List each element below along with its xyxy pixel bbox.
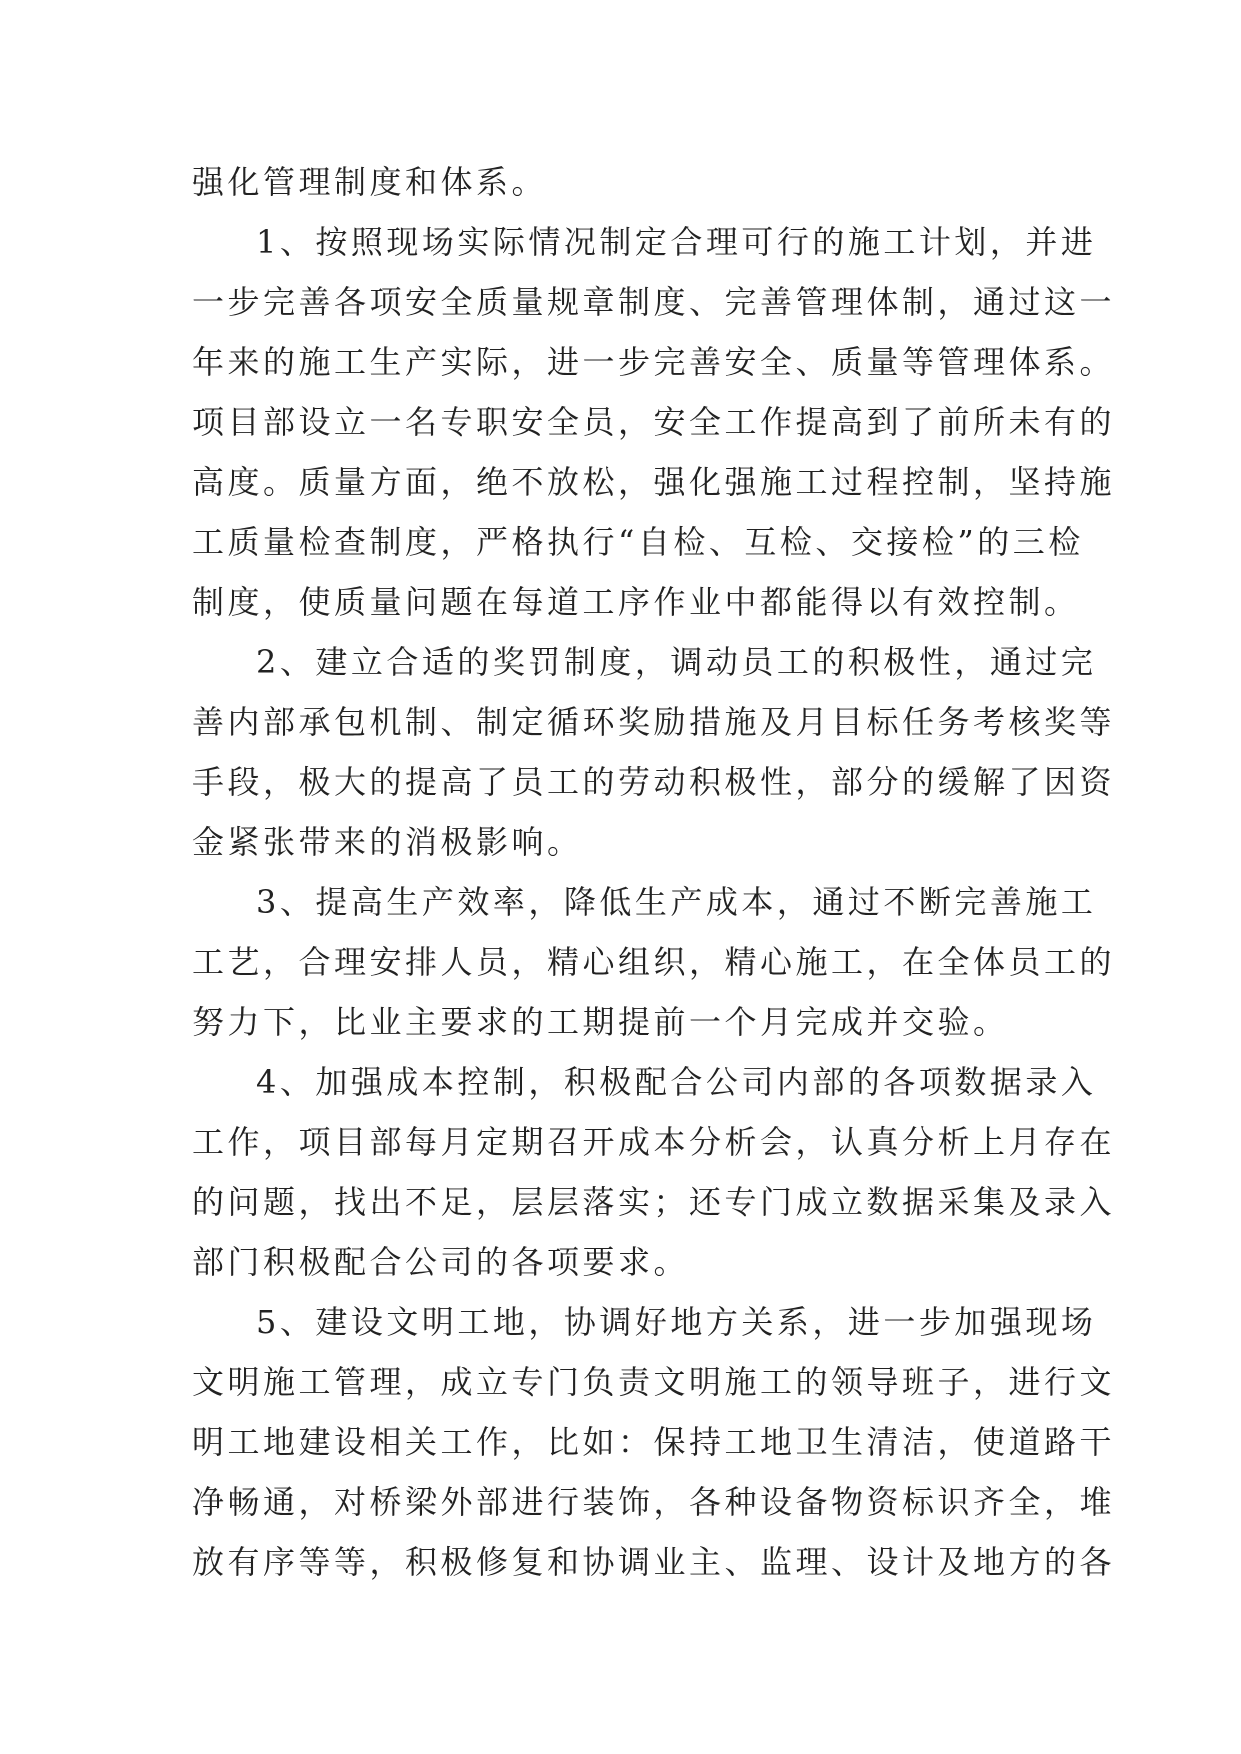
paragraph-3-first-line: 3、提高生产效率，降低生产成本，通过不断完善施工 bbox=[256, 883, 1097, 921]
text-line: 工作，项目部每月定期召开成本分析会，认真分析上月存在 bbox=[192, 1123, 1116, 1161]
paragraph-5-first-line: 5、建设文明工地，协调好地方关系，进一步加强现场 bbox=[256, 1303, 1097, 1341]
text-line: 部门积极配合公司的各项要求。 bbox=[192, 1243, 690, 1281]
paragraph-2-first-line: 2、建立合适的奖罚制度，调动员工的积极性，通过完 bbox=[256, 643, 1097, 681]
text-line: 项目部设立一名专职安全员，安全工作提高到了前所未有的 bbox=[192, 403, 1116, 441]
text-line: 放有序等等，积极修复和协调业主、监理、设计及地方的各 bbox=[192, 1543, 1116, 1581]
text-line: 净畅通，对桥梁外部进行装饰，各种设备物资标识齐全，堆 bbox=[192, 1483, 1116, 1521]
text-line: 手段，极大的提高了员工的劳动积极性，部分的缓解了因资 bbox=[192, 763, 1116, 801]
paragraph-4-first-line: 4、加强成本控制，积极配合公司内部的各项数据录入 bbox=[256, 1063, 1097, 1101]
text-line: 年来的施工生产实际，进一步完善安全、质量等管理体系。 bbox=[192, 343, 1116, 381]
document-body bbox=[192, 152, 1116, 1592]
text-line: 强化管理制度和体系。 bbox=[192, 163, 548, 201]
text-line: 文明施工管理，成立专门负责文明施工的领导班子，进行文 bbox=[192, 1363, 1116, 1401]
text-line: 一步完善各项安全质量规章制度、完善管理体制，通过这一 bbox=[192, 283, 1116, 321]
text-line: 制度，使质量问题在每道工序作业中都能得以有效控制。 bbox=[192, 583, 1080, 621]
text-line: 的问题，找出不足，层层落实；还专门成立数据采集及录入 bbox=[192, 1183, 1116, 1221]
text-line: 金紧张带来的消极影响。 bbox=[192, 823, 583, 861]
paragraph-1-first-line: 1、按照现场实际情况制定合理可行的施工计划，并进 bbox=[256, 223, 1097, 261]
text-line: 善内部承包机制、制定循环奖励措施及月目标任务考核奖等 bbox=[192, 703, 1116, 741]
text-line: 努力下，比业主要求的工期提前一个月完成并交验。 bbox=[192, 1003, 1009, 1041]
text-line: 工质量检查制度，严格执行“自检、互检、交接检”的三检 bbox=[192, 523, 1084, 561]
text-line: 高度。质量方面，绝不放松，强化强施工过程控制，坚持施 bbox=[192, 463, 1116, 501]
text-line: 工艺，合理安排人员，精心组织，精心施工，在全体员工的 bbox=[192, 943, 1116, 981]
text-line: 明工地建设相关工作，比如：保持工地卫生清洁，使道路干 bbox=[192, 1423, 1116, 1461]
